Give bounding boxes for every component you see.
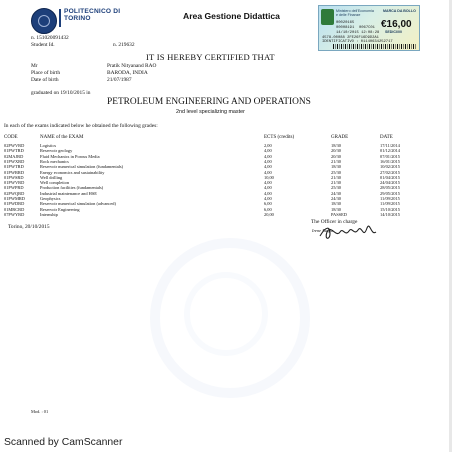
exam-name: Fluid Mechanics in Porous Media xyxy=(40,153,100,159)
revenue-stamp xyxy=(318,5,420,51)
exam-date: 10/02/2015 xyxy=(380,164,401,170)
stamp-code: 00008191 xyxy=(336,26,355,30)
form-code: Mod. : 01 xyxy=(31,409,49,414)
table-row xyxy=(4,180,401,186)
exam-ects: 4,00 xyxy=(264,169,272,175)
exam-name: Production facilities (fundamentals) xyxy=(40,185,104,191)
scanner-watermark-text: Scanned by CamScanner xyxy=(4,437,123,448)
program-title: PETROLEUM ENGINEERING AND OPERATIONS xyxy=(107,97,311,107)
exam-code: 01MRCRD xyxy=(4,206,25,212)
exam-grade: 21/30 xyxy=(331,158,342,164)
office-title: Area Gestione Didattica xyxy=(183,11,280,21)
stamp-code: 4578-00088 2FE26F16D9D2A1 xyxy=(322,36,379,40)
exam-date: 11/09/2015 xyxy=(380,201,400,207)
exam-code: 01PWMRD xyxy=(4,196,25,201)
column-header: ECTS (credits) xyxy=(264,135,295,140)
stamp-barcode xyxy=(333,44,417,49)
exam-grade: 25/30 xyxy=(331,169,342,175)
column-header: CODE xyxy=(4,135,18,140)
exam-code: 02PWVRD xyxy=(4,143,25,148)
date-of-birth: 21/07/1987 xyxy=(107,77,132,83)
column-header: NAME of the EXAM xyxy=(40,135,84,140)
table-row xyxy=(4,164,401,170)
watermark-seal xyxy=(150,238,310,398)
exam-ects: 6,00 xyxy=(264,201,272,207)
table-row xyxy=(4,174,401,180)
table-row xyxy=(4,196,400,201)
table-row xyxy=(4,190,401,196)
exam-grade: 20/30 xyxy=(331,153,342,159)
table-row xyxy=(4,169,401,175)
exam-ects: 4,00 xyxy=(264,196,272,201)
place-date: Torino, 20/10/2015 xyxy=(8,224,50,230)
exam-grade: 20/30 xyxy=(331,148,342,154)
exam-code: 02PWQRD xyxy=(4,190,25,196)
column-header: GRADE xyxy=(331,135,349,140)
table-row xyxy=(4,201,400,207)
exam-date: 07/01/2015 xyxy=(380,153,401,159)
exam-date: 16/01/2015 xyxy=(380,158,401,164)
exam-code: 01PWDRD xyxy=(4,201,25,207)
field-label: Place of birth xyxy=(31,70,61,76)
table-row xyxy=(4,148,401,154)
exam-grade: 18/30 xyxy=(331,206,342,212)
exam-ects: 10,00 xyxy=(264,174,274,180)
exam-ects: 4,00 xyxy=(264,164,272,170)
exam-date: 11/09/2015 xyxy=(380,196,400,201)
exam-name: Well drilling xyxy=(40,174,63,180)
exam-grade: 24/30 xyxy=(331,190,342,196)
university-name: POLITECNICO DI TORINO xyxy=(64,8,121,23)
exam-grade: 25/30 xyxy=(331,185,342,191)
exam-ects: 20,00 xyxy=(264,211,274,217)
university-seal-icon xyxy=(31,8,57,34)
field-label: Mr xyxy=(31,63,38,69)
exam-grade: 21/30 xyxy=(331,174,342,180)
student-id-label: Student Id. xyxy=(31,42,55,48)
exam-ects: 4,00 xyxy=(264,153,272,159)
stamp-label: MARCA DA BOLLO xyxy=(383,9,416,13)
exam-ects: 4,00 xyxy=(264,190,272,196)
stamp-code: 00020165 xyxy=(336,21,355,25)
exam-date: 28/05/2015 xyxy=(380,185,401,191)
signature-title: The Officer in charge xyxy=(311,219,358,225)
stamp-issuer: Ministero dell'Economia e delle Finanze xyxy=(336,9,374,18)
table-row xyxy=(4,153,401,159)
exam-date: 24/04/2015 xyxy=(380,180,401,186)
exam-code: 01PWVRD xyxy=(4,180,25,186)
protocol-number: n. 151020091432 xyxy=(31,35,69,41)
exam-grade: 18/30 xyxy=(331,143,342,148)
exam-name: Industrial maintenance and HSE xyxy=(40,190,97,196)
exams-intro: In each of the exams indicated below he obtained the following grades: xyxy=(4,123,158,129)
exam-name: Reservoir numerical simulation (advanced) xyxy=(40,201,116,207)
stamp-amount-words: SEDICI/00 xyxy=(385,30,402,34)
field-label: Date of birth xyxy=(31,77,59,83)
graduation-line: graduated on 19/10/2015 in xyxy=(31,90,91,96)
table-row xyxy=(4,158,401,164)
exam-ects: 4,00 xyxy=(264,148,272,154)
exam-code: 01PWXRD xyxy=(4,158,25,164)
exam-name: Energy economics and sustainability xyxy=(40,169,105,175)
exam-date: 14/10/2015 xyxy=(380,211,401,217)
exam-date: 27/02/2015 xyxy=(380,169,401,175)
exam-name: Reservoir numerical simulation (fundamentals) xyxy=(40,164,124,170)
exam-date: 01/12/2014 xyxy=(380,148,401,154)
stamp-value: €16,00 xyxy=(381,19,412,30)
table-row xyxy=(4,206,401,212)
exam-date: 29/05/2015 xyxy=(380,190,401,196)
table-row xyxy=(4,185,401,191)
exam-code: 01PWTRD xyxy=(4,148,24,154)
republic-emblem-icon xyxy=(321,9,334,25)
stamp-timestamp: 14/10/2015 12:08:28 xyxy=(336,31,380,35)
table-header xyxy=(4,135,393,140)
exam-name: Logistics xyxy=(40,143,57,148)
program-subtitle: 2nd level specializing master xyxy=(176,109,245,115)
exam-date: 15/10/2015 xyxy=(380,206,401,212)
exam-code: 01PWRRD xyxy=(4,169,25,175)
exam-code: 07PWYRD xyxy=(4,211,25,217)
table-row xyxy=(4,211,401,217)
exam-grade: 21/30 xyxy=(331,180,342,186)
exam-name: Well completion xyxy=(40,180,70,186)
exam-name: Rock mechanics xyxy=(40,158,69,164)
exam-ects: 4,00 xyxy=(264,180,272,186)
exam-code: 01PWSRD xyxy=(4,174,24,180)
handwritten-signature xyxy=(318,222,378,244)
certificate-heading: IT IS HEREBY CERTIFIED THAT xyxy=(146,52,275,62)
exam-grade: PASSED xyxy=(331,211,347,217)
place-of-birth: BARODA, INDIA xyxy=(107,70,148,76)
exam-grade: 18/30 xyxy=(331,164,342,170)
exam-code: 01PWPRD xyxy=(4,185,24,191)
signature-name: Irene Ruspa xyxy=(312,228,334,233)
exam-code: 01PWTRD xyxy=(4,164,24,170)
exam-name: Reservoir geology xyxy=(40,148,73,154)
student-name: Pratik Nityanand RAO xyxy=(107,63,157,69)
exam-grade: 24/30 xyxy=(331,196,342,201)
exam-code: 02MAJRD xyxy=(4,153,24,159)
exam-ects: 2,00 xyxy=(264,143,272,148)
stamp-identifier: IDENTIFICATIVO : 01140634252717 xyxy=(322,40,393,44)
exam-name: Reservoir Engineering xyxy=(40,206,80,212)
column-header: DATE xyxy=(380,135,393,140)
stamp-code: 0067C01 xyxy=(359,26,375,30)
exam-grade: 18/30 xyxy=(331,201,342,207)
student-id-value: n. 219632 xyxy=(113,42,135,48)
table-row xyxy=(4,143,400,148)
exam-date: 17/11/2014 xyxy=(380,143,400,148)
exam-ects: 4,00 xyxy=(264,185,272,191)
exam-date: 01/04/2015 xyxy=(380,174,401,180)
exam-name: Internship xyxy=(40,211,58,217)
exam-ects: 6,00 xyxy=(264,206,272,212)
exam-ects: 4,00 xyxy=(264,158,272,164)
exam-name: Geophysics xyxy=(40,196,61,201)
logo-divider xyxy=(59,9,61,27)
